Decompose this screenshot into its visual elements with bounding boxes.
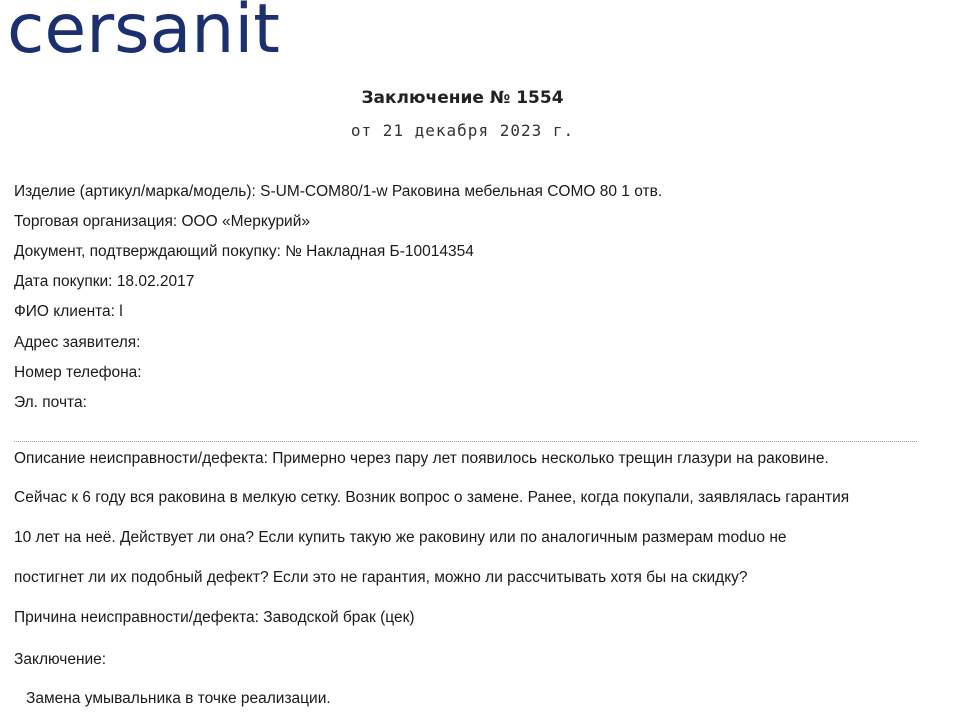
conclusion-text: Замена умывальника в точке реализации. xyxy=(26,690,331,707)
purchase-date-label: Дата покупки: xyxy=(14,273,113,290)
defect-cause-field xyxy=(14,608,415,628)
trade-organization-label: Торговая организация: xyxy=(14,213,178,230)
defect-cause-value: Заводской брак (цек) xyxy=(263,609,415,626)
document-title: Заключение № 1554 xyxy=(361,88,564,108)
document-date: от 21 декабря 2023 г. xyxy=(350,121,575,140)
defect-description-line-3: 10 лет на неё. Действует ли она? Если купить такую же раковину или по аналогичным размерам moduo не xyxy=(14,529,787,546)
trade-organization-value: ООО «Меркурий» xyxy=(181,213,310,230)
trade-organization-field xyxy=(14,212,310,232)
defect-description-line-4: постигнет ли их подобный дефект? Если это не гарантия, можно ли рассчитывать хотя бы на скидку? xyxy=(14,569,748,586)
address-field xyxy=(14,333,140,353)
conclusion-label: Заключение: xyxy=(14,651,107,668)
purchase-document-label: Документ, подтверждающий покупку: xyxy=(14,243,281,260)
defect-description-label: Описание неисправности/дефекта: xyxy=(14,450,268,467)
product-field xyxy=(14,182,662,202)
phone-label: Номер телефона: xyxy=(14,364,142,381)
client-name-field xyxy=(14,302,123,322)
purchase-document-field xyxy=(14,242,474,262)
email-label: Эл. почта: xyxy=(14,394,87,411)
client-name-value: l xyxy=(119,303,123,320)
cersanit-logo: cersanit xyxy=(7,0,280,69)
client-name-label: ФИО клиента: xyxy=(14,303,115,320)
purchase-date-value: 18.02.2017 xyxy=(116,273,195,290)
defect-cause-label: Причина неисправности/дефекта: xyxy=(14,609,259,626)
purchase-date-field xyxy=(14,272,194,292)
phone-field xyxy=(14,363,142,383)
product-label: Изделие (артикул/марка/модель): xyxy=(14,183,256,200)
purchase-document-value: № Накладная Б-10014354 xyxy=(285,243,474,260)
defect-description-line-2: Сейчас к 6 году вся раковина в мелкую сетку. Возник вопрос о замене. Ранее, когда покупали, заявлялась гарантия xyxy=(14,489,850,506)
product-value: S-UM-COM80/1-w Раковина мебельная COMO 80 1 отв. xyxy=(260,183,663,200)
email-field xyxy=(14,393,87,413)
defect-description-line-1 xyxy=(14,449,829,469)
address-label: Адрес заявителя: xyxy=(14,334,141,351)
section-divider xyxy=(14,441,917,442)
defect-description-text: Примерно через пару лет появилось несколько трещин глазури на раковине. xyxy=(272,450,829,467)
